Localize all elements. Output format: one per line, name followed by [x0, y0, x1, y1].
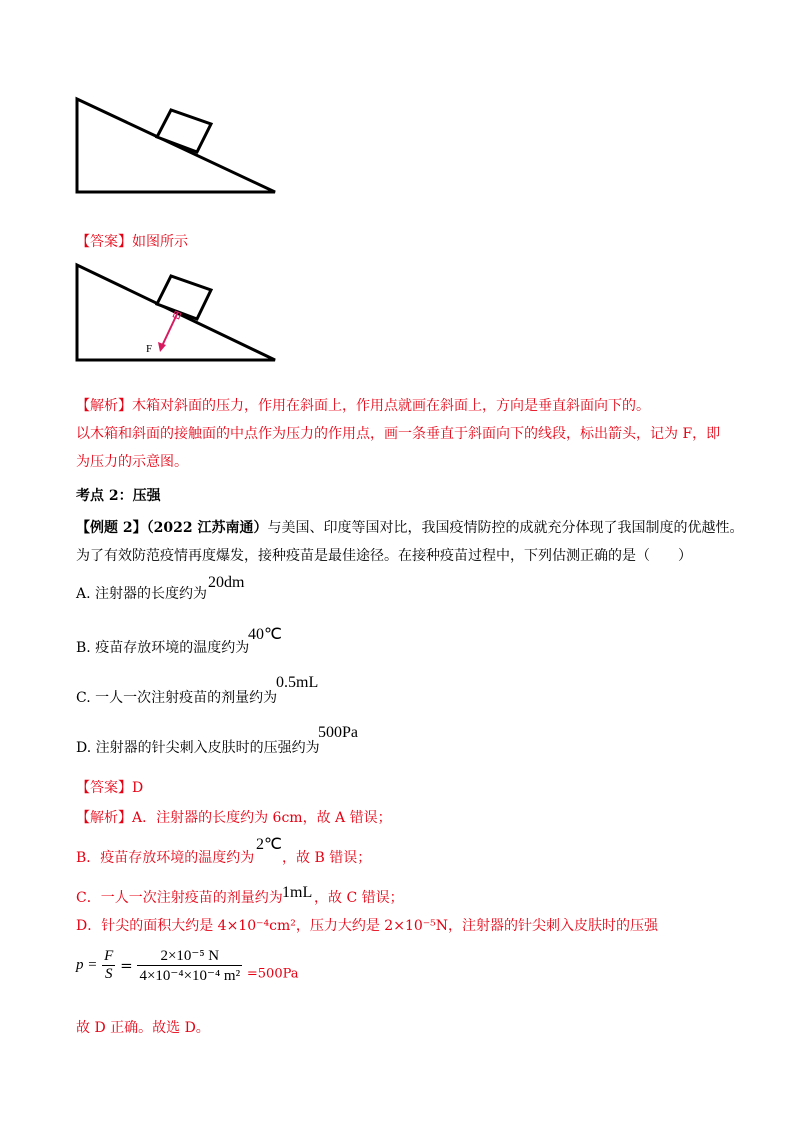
pressure-formula: p = $\frac{F}{S}$ = $\frac{\text{2×10⁻⁵ N}}{\text{4×10⁻⁴×10⁻⁴ m²}}$ =500Pa — [76, 948, 299, 984]
f-over-s: $\frac{F}{S}$ — [104, 948, 114, 982]
analysis2-conclusion: 故 D 正确。故选 D。 — [76, 1020, 210, 1036]
box — [157, 110, 211, 152]
incline-figure-answer — [70, 262, 282, 368]
option-d-value: 500Pa — [318, 724, 358, 741]
option-c: C. 一人一次注射疫苗的剂量约为 — [76, 690, 278, 706]
force-label: F — [146, 343, 153, 355]
incline-figure-question — [70, 92, 282, 198]
analysis2-c-post: ，故 C 错误； — [314, 890, 404, 906]
section-title: 考点 2：压强 — [76, 488, 161, 504]
example2-line2: 为了有效防范疫情再度爆发，接种疫苗是最佳途径。在接种疫苗过程中，下列估测正确的是（ ） — [76, 548, 692, 564]
analysis1-line2: 以木箱和斜面的接触面的中点作为压力的作用点，画一条垂直于斜面向下的线段，标出箭头，记为 F，即 — [76, 426, 721, 442]
analysis2-b-value: 2℃ — [256, 836, 282, 853]
force-arrowhead — [158, 342, 166, 352]
answer1: 【答案】如图所示 — [76, 234, 188, 250]
analysis2-d: D．针尖的面积大约是 4×10⁻⁴cm²，压力大约是 2×10⁻⁵N，注射器的针尖刺入皮肤时的压强 — [76, 918, 659, 934]
analysis2-c: C．一人一次注射疫苗的剂量约为 — [76, 890, 283, 906]
option-d: D. 注射器的针尖刺入皮肤时的压强约为 — [76, 740, 320, 756]
option-a-value: 20dm — [208, 574, 245, 591]
force-arrow-line — [162, 312, 178, 346]
analysis2-b-post: ，故 B 错误； — [282, 850, 372, 866]
value-fraction: $\frac{\text{2×10⁻⁵ N}}{\text{4×10⁻⁴×10⁻⁴ m²}}$ — [139, 948, 241, 984]
analysis2-c-value: 1mL — [282, 884, 313, 901]
analysis1-line3: 为压力的示意图。 — [76, 454, 188, 470]
option-a: A. 注射器的长度约为 — [76, 586, 208, 602]
analysis1-line1: 【解析】木箱对斜面的压力，作用在斜面上，作用点就画在斜面上，方向是垂直斜面向下的。 — [76, 398, 650, 414]
analysis2-a: 【解析】A．注射器的长度约为 6cm，故 A 错误； — [76, 810, 392, 826]
example2-line1: 【例题 2】（2022 江苏南通）与美国、印度等国对比，我国疫情防控的成就充分体现了我国制度的优越性。 — [76, 520, 744, 536]
option-b-value: 40℃ — [248, 626, 282, 643]
option-c-value: 0.5mL — [276, 674, 319, 691]
answer2: 【答案】D — [76, 780, 144, 796]
option-b: B. 疫苗存放环境的温度约为 — [76, 640, 250, 656]
box — [157, 276, 211, 319]
analysis2-b: B．疫苗存放环境的温度约为 — [76, 850, 255, 866]
